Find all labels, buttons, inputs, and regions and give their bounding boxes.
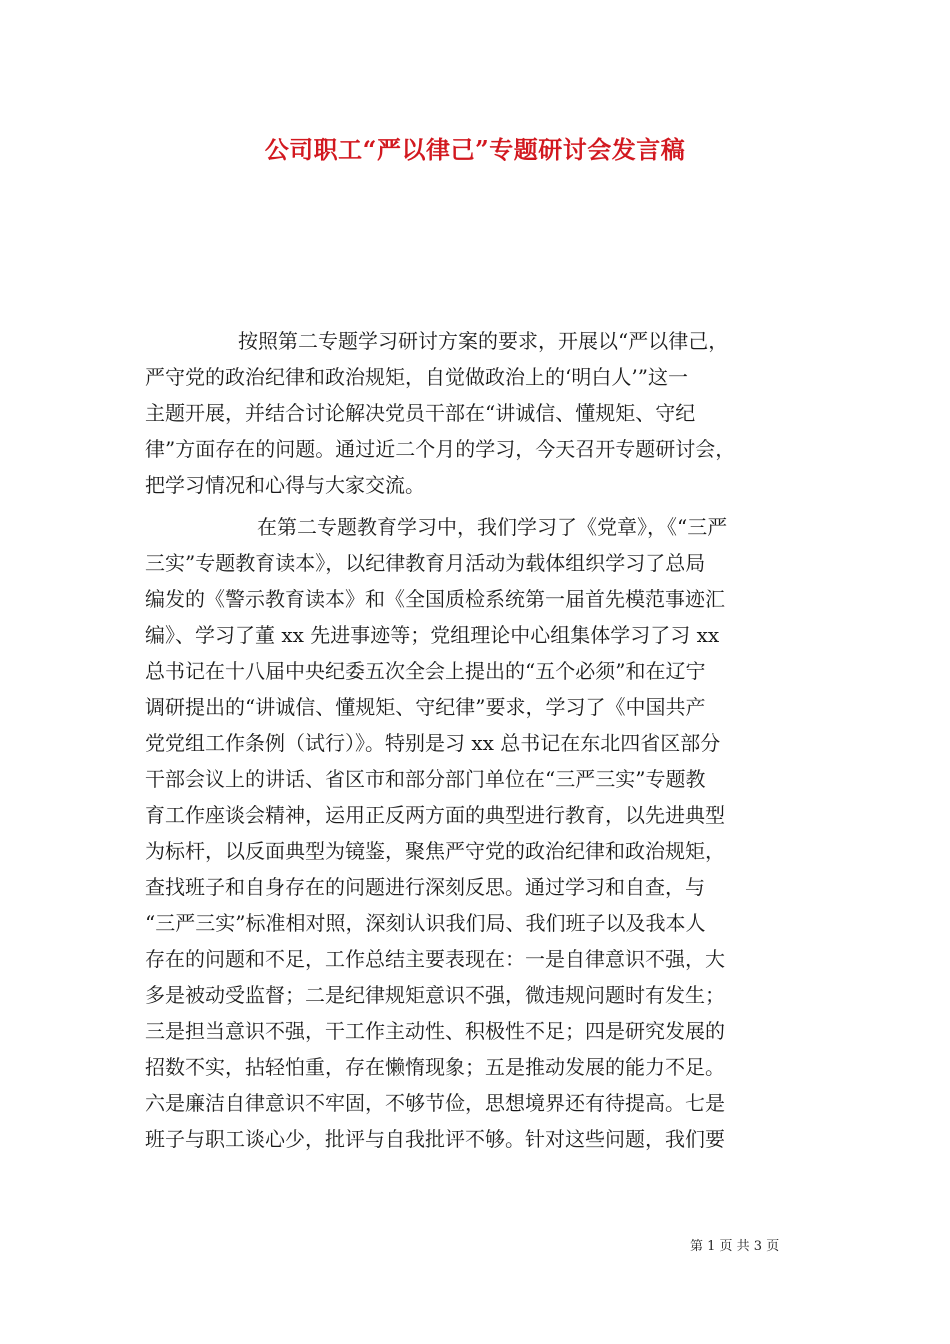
paragraph-line: 育工作座谈会精神，运用正反两方面的典型进行教育，以先进典型 xyxy=(145,803,725,827)
paragraph-line: 多是被动受监督；二是纪律规矩意识不强，微违规问题时有发生； xyxy=(145,983,725,1007)
paragraph-line: 把学习情况和心得与大家交流。 xyxy=(145,473,425,497)
paragraph-line: 为标杆，以反面典型为镜鉴，聚焦严守党的政治纪律和政治规矩， xyxy=(145,839,725,863)
paragraph-line: 三是担当意识不强，干工作主动性、积极性不足；四是研究发展的 xyxy=(145,1019,725,1043)
paragraph-line: 六是廉洁自律意识不牢固，不够节俭，思想境界还有待提高。七是 xyxy=(145,1091,725,1115)
paragraph-line: 严守党的政治纪律和政治规矩，自觉做政治上的‘明白人’”这一 xyxy=(145,365,688,389)
paragraph-line: 主题开展，并结合讨论解决党员干部在“讲诚信、懂规矩、守纪 xyxy=(145,401,696,425)
paragraph-line: 招数不实，拈轻怕重，存在懒惰现象；五是推动发展的能力不足。 xyxy=(145,1055,725,1079)
paragraph-line: 班子与职工谈心少，批评与自我批评不够。针对这些问题，我们要 xyxy=(145,1127,725,1151)
paragraph-line: 存在的问题和不足，工作总结主要表现在：一是自律意识不强，大 xyxy=(145,947,725,971)
paragraph-line: 党党组工作条例（试行）》。特别是习 xx 总书记在东北四省区部分 xyxy=(145,731,721,755)
paragraph-line: 按照第二专题学习研讨方案的要求，开展以“严以律己， xyxy=(238,329,729,353)
paragraph-line: “三严三实”标准相对照，深刻认识我们局、我们班子以及我本人 xyxy=(145,911,706,935)
paragraph-line: 在第二专题教育学习中，我们学习了《党章》，《“三严 xyxy=(257,515,728,539)
paragraph-line: 查找班子和自身存在的问题进行深刻反思。通过学习和自查，与 xyxy=(145,875,705,899)
paragraph-line: 律”方面存在的问题。通过近二个月的学习，今天召开专题研讨会， xyxy=(145,437,736,461)
paragraph-line: 三实”专题教育读本》，以纪律教育月活动为载体组织学习了总局 xyxy=(145,551,706,575)
paragraph-line: 编发的《警示教育读本》和《全国质检系统第一届首先模范事迹汇 xyxy=(145,587,725,611)
page-number: 第 1 页 共 3 页 xyxy=(690,1239,780,1254)
paragraph-line: 调研提出的“讲诚信、懂规矩、守纪律”要求，学习了《中国共产 xyxy=(145,695,706,719)
paragraph-line: 干部会议上的讲话、省区市和部分部门单位在“三严三实”专题教 xyxy=(145,767,706,791)
paragraph-line: 总书记在十八届中央纪委五次全会上提出的“五个必须”和在辽宁 xyxy=(145,659,706,683)
document-title: 公司职工“严以律己”专题研讨会发言稿 xyxy=(264,135,686,164)
paragraph-line: 编》、学习了董 xx 先进事迹等；党组理论中心组集体学习了习 xx xyxy=(145,623,720,647)
